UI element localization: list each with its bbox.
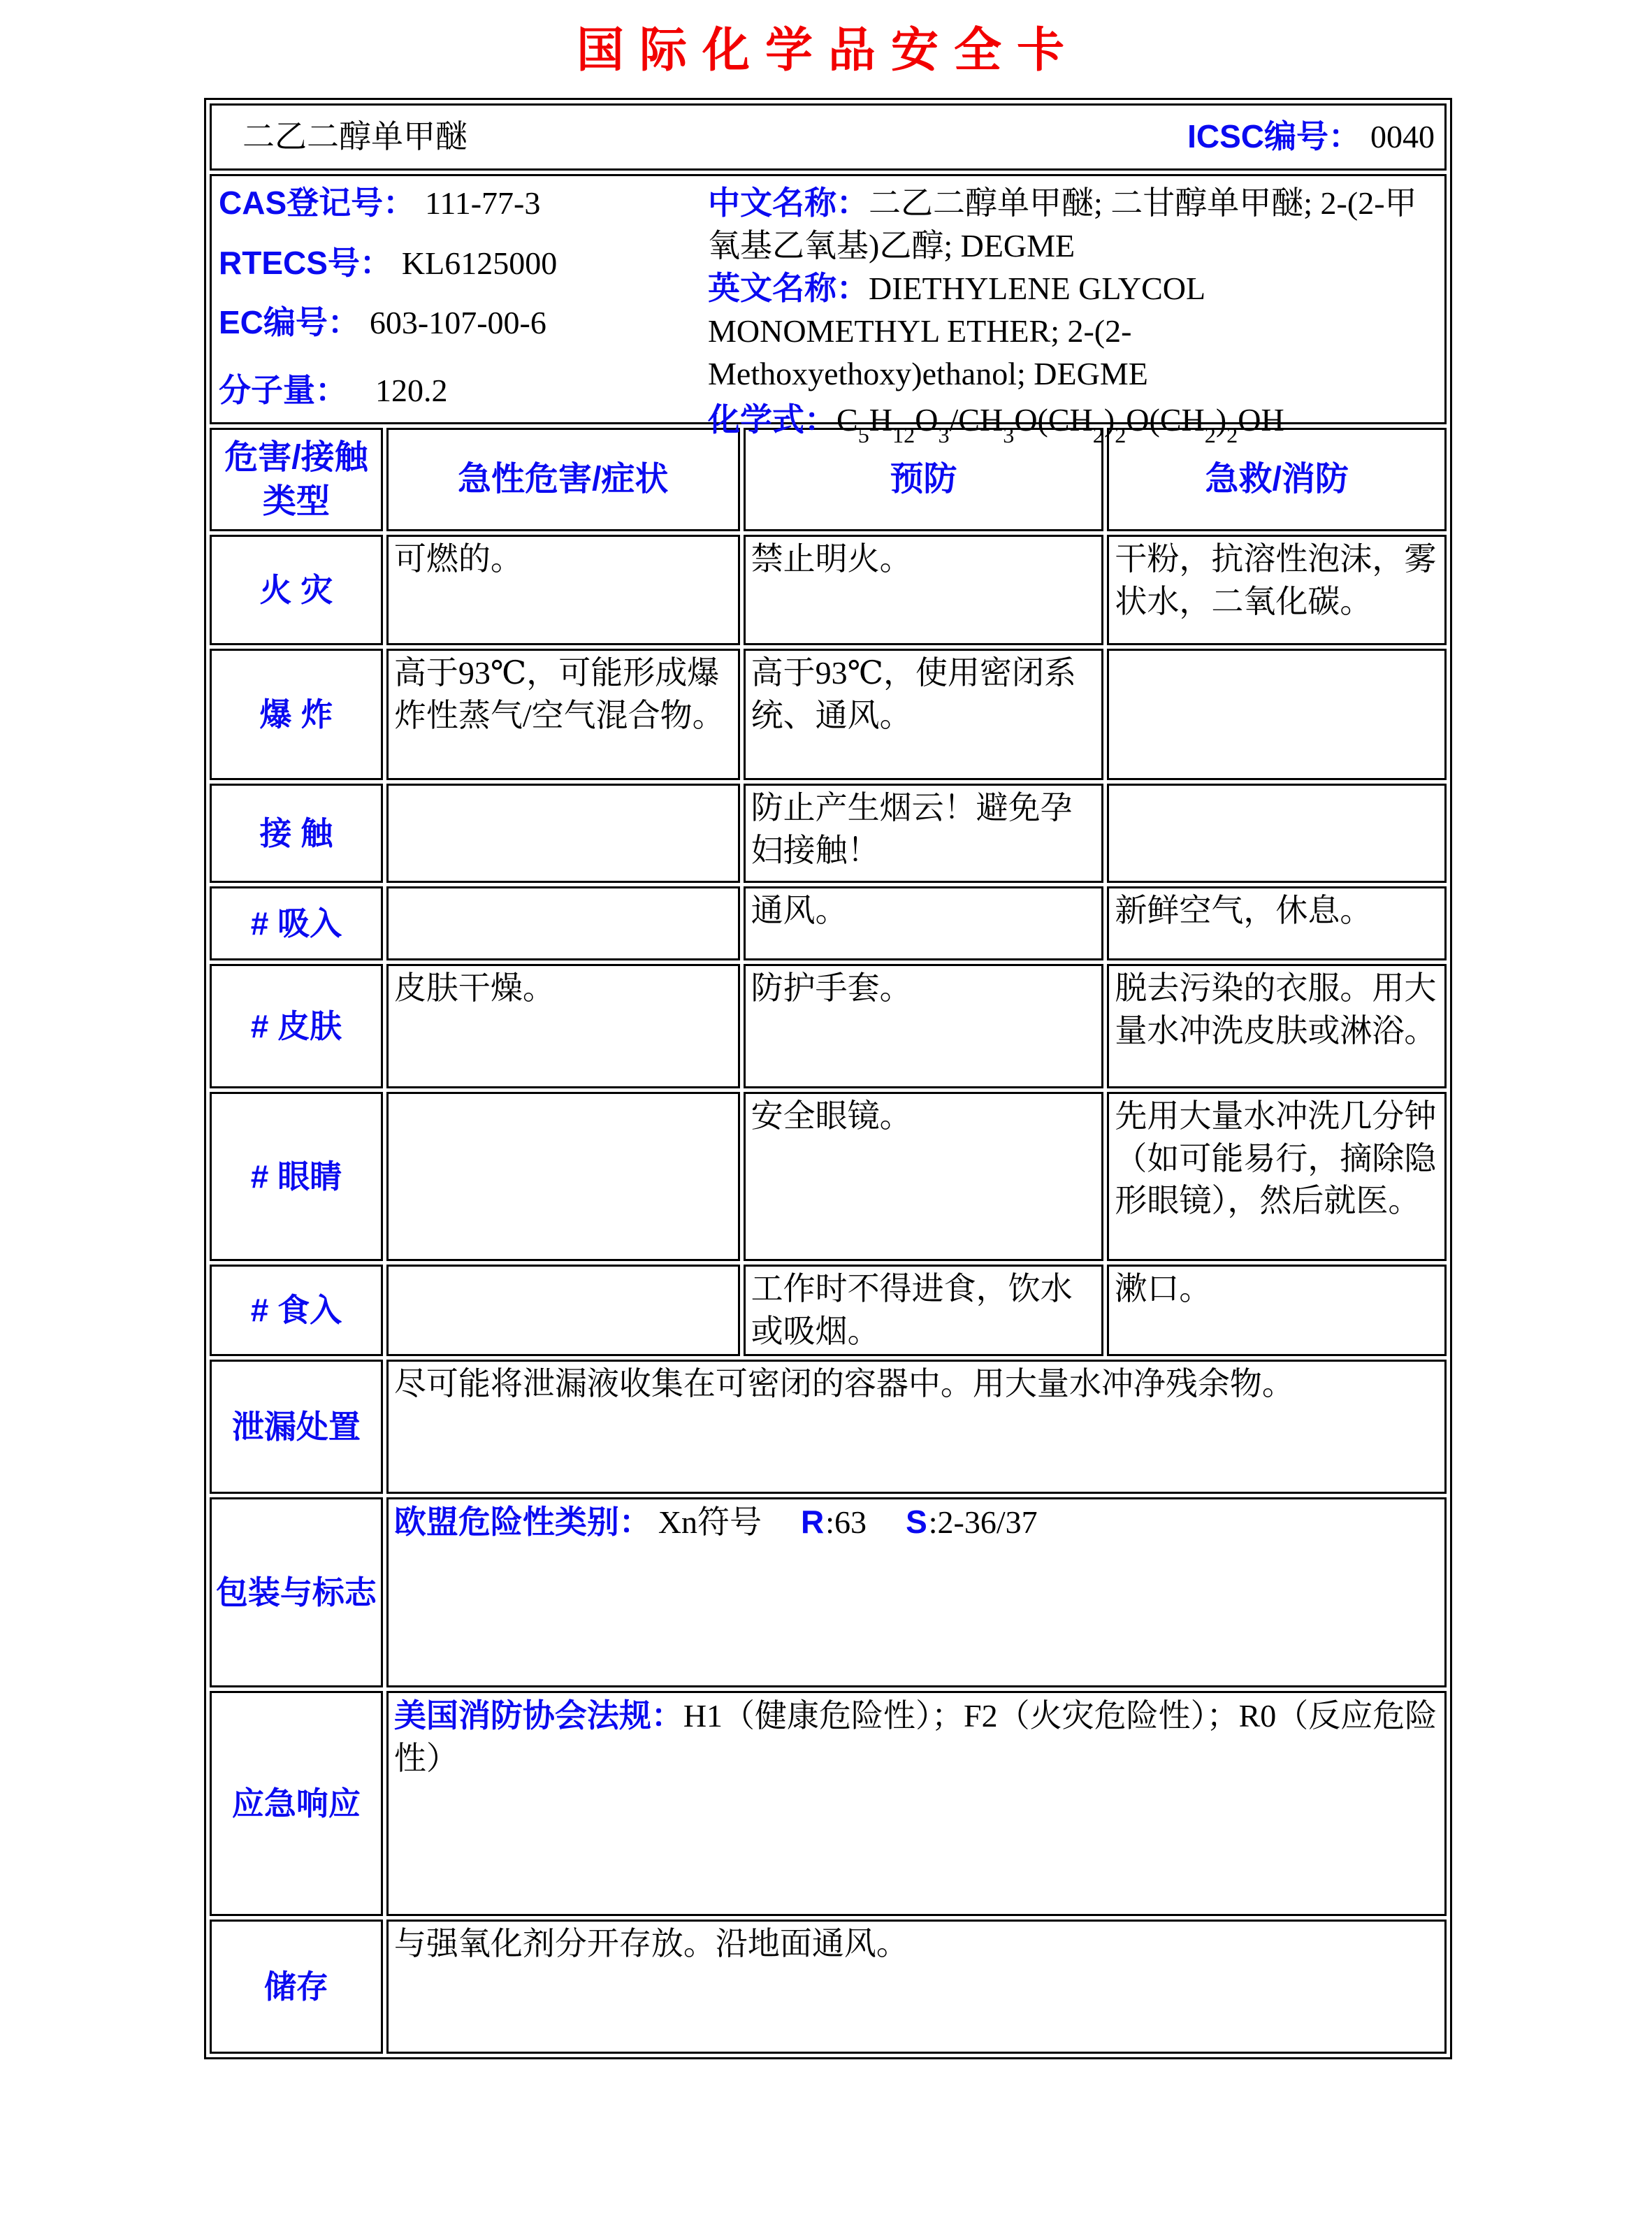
eyes-row-label: # 眼睛: [210, 1092, 383, 1261]
table-row-spill: [210, 1360, 1447, 1494]
fire-prevention-cell: 禁止明火。: [744, 535, 1104, 645]
skin-row-label: # 皮肤: [210, 964, 383, 1088]
skin-prevention-cell: 防护手套。: [744, 964, 1104, 1088]
chinese-name-line: [708, 182, 1437, 267]
column-header-prevention: 预防: [744, 428, 1104, 531]
column-header-symptoms: 急性危害/症状: [386, 428, 740, 531]
cas-value: 111-77-3: [425, 185, 541, 221]
icsc-number-group: [1187, 115, 1435, 159]
table-row-emergency: [210, 1691, 1447, 1916]
nfpa-text: H1（健康危险性）；F2（火灾危险性）；R0（反应危险性）: [393, 1698, 1437, 1777]
ingestion-prevention-cell: 工作时不得进食，饮水或吸烟。: [744, 1265, 1104, 1356]
identification-ids: [219, 182, 708, 417]
inhalation-row-label: # 吸入: [210, 886, 383, 960]
ec-line: [219, 301, 708, 345]
cas-line: [219, 182, 708, 225]
substance-header-cell: [210, 103, 1447, 171]
inhalation-prevention-cell: 通风。: [744, 886, 1104, 960]
molecular-weight-label: 分子量：: [219, 372, 347, 409]
chemical-formula-line: [708, 398, 1437, 447]
icsc-card-table: [204, 98, 1452, 2059]
r-phrase-value: :63: [825, 1504, 867, 1541]
table-row-exposure: [210, 784, 1447, 883]
inhalation-response-cell: 新鲜空气，休息。: [1107, 886, 1447, 960]
molecular-weight-line: [219, 369, 708, 412]
identification-names: [708, 182, 1437, 447]
exposure-row-label: 接 触: [210, 784, 383, 883]
ec-label: EC编号：: [219, 304, 360, 341]
table-row-inhalation: [210, 886, 1447, 960]
english-name-line: [708, 267, 1437, 395]
cas-label: CAS登记号：: [219, 185, 416, 221]
spill-content-cell: 尽可能将泄漏液收集在可密闭的容器中。用大量水冲净残余物。: [386, 1360, 1447, 1494]
table-row-storage: [210, 1920, 1447, 2054]
ingestion-response-cell: 漱口。: [1107, 1265, 1447, 1356]
rtecs-label: RTECS号：: [219, 244, 392, 281]
chemical-formula-label: 化学式：: [708, 401, 836, 438]
table-row-column-headers: [210, 428, 1447, 531]
skin-response-cell: 脱去污染的衣服。用大量水冲洗皮肤或淋浴。: [1107, 964, 1447, 1088]
table-row-ingestion: [210, 1265, 1447, 1356]
icsc-number: 0040: [1370, 119, 1435, 155]
eu-symbol: Xn符号: [658, 1504, 762, 1541]
fire-symptoms-cell: 可燃的。: [386, 535, 740, 645]
molecular-weight-value: 120.2: [375, 373, 448, 409]
fire-response-cell: 干粉，抗溶性泡沫，雾状水，二氧化碳。: [1107, 535, 1447, 645]
emergency-content-cell: [386, 1691, 1447, 1916]
s-phrase-label: S: [906, 1504, 927, 1541]
fire-row-label: 火 灾: [210, 535, 383, 645]
table-row-header: [210, 103, 1447, 171]
s-phrase-value: :2-36/37: [928, 1504, 1038, 1541]
rtecs-line: [219, 242, 708, 285]
table-row-skin: [210, 964, 1447, 1088]
skin-symptoms-cell: 皮肤干燥。: [386, 964, 740, 1088]
nfpa-label: 美国消防协会法规：: [393, 1697, 683, 1734]
chinese-name-value: 二乙二醇单甲醚; 二甘醇单甲醚; 2-(2-甲氧基乙氧基)乙醇; DEGME: [708, 185, 1417, 264]
explosion-response-cell: [1107, 649, 1447, 780]
chinese-name-label: 中文名称：: [708, 185, 869, 221]
rtecs-value: KL6125000: [401, 245, 558, 281]
ec-value: 603-107-00-6: [369, 305, 546, 341]
eyes-response-cell: 先用大量水冲洗几分钟（如可能易行，摘除隐形眼镜），然后就医。: [1107, 1092, 1447, 1261]
eu-classification-label: 欧盟危险性类别：: [393, 1504, 651, 1541]
table-row-packaging: [210, 1497, 1447, 1687]
r-phrase-label: R: [801, 1504, 825, 1541]
table-row-eyes: [210, 1092, 1447, 1261]
english-name-label: 英文名称：: [708, 270, 869, 307]
eyes-symptoms-cell: [386, 1092, 740, 1261]
exposure-symptoms-cell: [386, 784, 740, 883]
explosion-prevention-cell: 高于93℃，使用密闭系统、通风。: [744, 649, 1104, 780]
substance-name: 二乙二醇单甲醚: [242, 118, 468, 154]
table-row-identification: [210, 174, 1447, 424]
eu-classification-line: [394, 1501, 1439, 1544]
explosion-symptoms-cell: 高于93℃，可能形成爆炸性蒸气/空气混合物。: [386, 649, 740, 780]
page-title: 国际化学品安全卡: [576, 22, 1080, 78]
storage-content-cell: 与强氧化剂分开存放。沿地面通风。: [386, 1920, 1447, 2054]
packaging-content-cell: [386, 1497, 1447, 1687]
storage-row-label: 储存: [210, 1920, 383, 2054]
emergency-row-label: 应急响应: [210, 1691, 383, 1916]
english-name-value: DIETHYLENE GLYCOL MONOMETHYL ETHER; 2-(2-Methoxyethoxy)ethanol; DEGME: [708, 271, 1205, 391]
exposure-prevention-cell: 防止产生烟云！避免孕妇接触！: [744, 784, 1104, 883]
table-row-fire: [210, 535, 1447, 645]
chemical-formula-value: $C_5H_{12}O_3/CH_3O(CH_2)_2O(CH_2)_2OH$: [836, 401, 1284, 447]
spill-row-label: 泄漏处置: [210, 1360, 383, 1494]
ingestion-row-label: # 食入: [210, 1265, 383, 1356]
exposure-response-cell: [1107, 784, 1447, 883]
packaging-row-label: 包装与标志: [210, 1497, 383, 1687]
column-header-hazard-type: 危害/接触 类型: [210, 428, 383, 531]
identification-cell: [210, 174, 1447, 447]
inhalation-symptoms-cell: [386, 886, 740, 960]
explosion-row-label: 爆 炸: [210, 649, 383, 780]
icsc-label: ICSC编号：: [1187, 118, 1361, 155]
column-header-firstaid: 急救/消防: [1107, 428, 1447, 531]
table-row-explosion: [210, 649, 1447, 780]
eyes-prevention-cell: 安全眼镜。: [744, 1092, 1104, 1261]
ingestion-symptoms-cell: [386, 1265, 740, 1356]
